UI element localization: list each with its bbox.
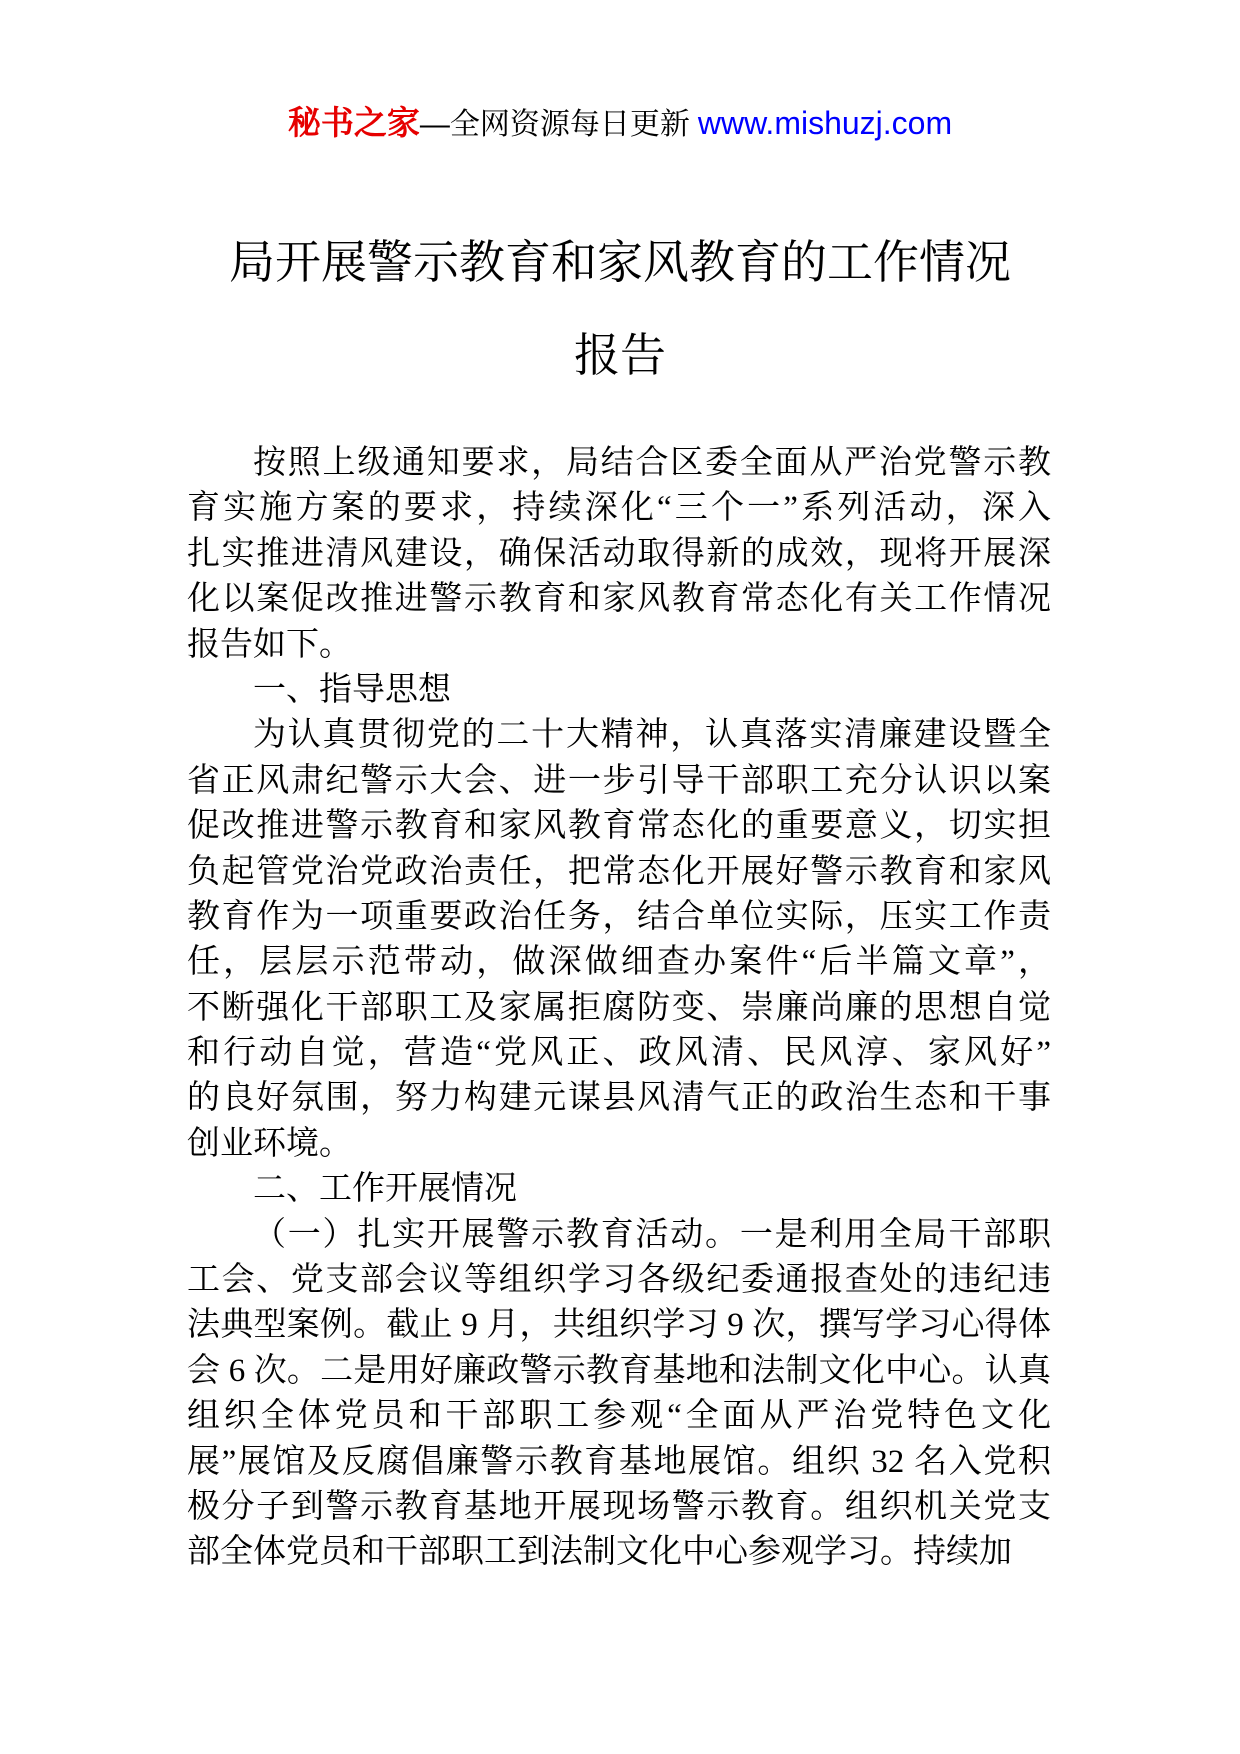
paragraph-line: 为认真贯彻党的二十大精神，认真落实清廉建设暨全 xyxy=(253,717,1051,754)
report-section xyxy=(187,1167,1051,1576)
paragraph-line: （一）扎实开展警示教育活动。一是利用全局干部职 xyxy=(253,1216,1051,1253)
document-title xyxy=(0,216,1240,402)
section-paragraph xyxy=(187,713,1051,1167)
paragraph-line: 不断强化干部职工及家属拒腐防变、崇廉尚廉的思想自觉 xyxy=(187,989,1051,1026)
paragraph-line: 任，层层示范带动，做深做细查办案件“后半篇文章”， xyxy=(187,944,1051,981)
paragraph-line: 法典型案例。截止 9 月，共组织学习 9 次，撰写学习心得体 xyxy=(187,1307,1051,1344)
header-banner xyxy=(0,103,1240,143)
brand-name: 秘书之家 xyxy=(287,104,420,141)
website-url: www.mishuzj.com xyxy=(697,105,953,141)
paragraph-line: 组织全体党员和干部职工参观“全面从严治党特色文化 xyxy=(187,1398,1051,1435)
paragraph-line: 育实施方案的要求，持续深化“三个一”系列活动，深入 xyxy=(187,490,1051,527)
paragraph-line: 创业环境。 xyxy=(187,1125,352,1162)
paragraph-line: 展”展馆及反腐倡廉警示教育基地展馆。组织 32 名入党积 xyxy=(187,1443,1051,1480)
title-line: 报告 xyxy=(574,328,666,382)
paragraph-line: 省正风肃纪警示大会、进一步引导干部职工充分认识以案 xyxy=(187,762,1051,799)
report-section xyxy=(187,668,1051,1167)
paragraph-line: 促改推进警示教育和家风教育常态化的重要意义，切实担 xyxy=(187,808,1051,845)
document-body xyxy=(187,441,1051,1576)
section-heading: 一、指导思想 xyxy=(253,671,451,708)
title-line: 局开展警示教育和家风教育的工作情况 xyxy=(229,235,1011,289)
paragraph-line: 扎实推进清风建设，确保活动取得新的成效，现将开展深 xyxy=(187,535,1051,572)
paragraph-line: 负起管党治党政治责任，把常态化开展好警示教育和家风 xyxy=(187,853,1051,890)
paragraph-line: 按照上级通知要求，局结合区委全面从严治党警示教 xyxy=(253,445,1051,481)
header-tagline: —全网资源每日更新 xyxy=(419,108,690,141)
paragraph-line: 报告如下。 xyxy=(187,626,352,663)
paragraph-line: 极分子到警示教育基地开展现场警示教育。组织机关党支 xyxy=(187,1488,1051,1525)
intro-paragraph xyxy=(187,441,1051,668)
paragraph-line: 教育作为一项重要政治任务，结合单位实际，压实工作责 xyxy=(187,898,1051,935)
section-heading: 二、工作开展情况 xyxy=(253,1171,517,1208)
paragraph-line: 部全体党员和干部职工到法制文化中心参观学习。持续加 xyxy=(187,1534,1012,1571)
paragraph-line: 工会、党支部会议等组织学习各级纪委通报查处的违纪违 xyxy=(187,1262,1051,1299)
paragraph-line: 化以案促改推进警示教育和家风教育常态化有关工作情况 xyxy=(187,581,1051,618)
paragraph-line: 会 6 次。二是用好廉政警示教育基地和法制文化中心。认真 xyxy=(187,1352,1051,1389)
paragraph-line: 的良好氛围，努力构建元谋县风清气正的政治生态和干事 xyxy=(187,1080,1051,1117)
paragraph-line: 和行动自觉，营造“党风正、政风清、民风淳、家风好” xyxy=(187,1035,1051,1072)
section-paragraph xyxy=(187,1213,1051,1576)
